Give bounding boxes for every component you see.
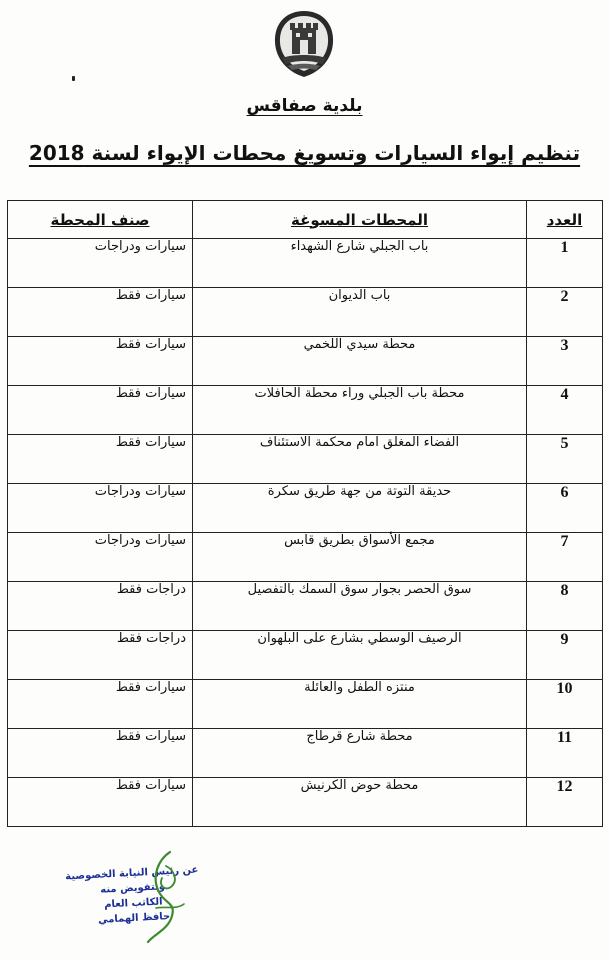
- row-number: 7: [527, 533, 603, 582]
- row-station: منتزه الطفل والعائلة: [193, 680, 527, 729]
- table-row: [8, 288, 603, 337]
- municipality-name: بلدية صفاقس: [246, 96, 363, 116]
- row-type: دراجات فقط: [8, 582, 193, 631]
- row-type: سيارات ودراجات: [8, 533, 193, 582]
- row-type: دراجات فقط: [8, 631, 193, 680]
- row-type: سيارات ودراجات: [8, 484, 193, 533]
- row-type: سيارات ودراجات: [8, 239, 193, 288]
- row-number: 1: [527, 239, 603, 288]
- row-type: سيارات فقط: [8, 288, 193, 337]
- stray-ink-mark: [72, 76, 75, 81]
- row-number: 3: [527, 337, 603, 386]
- row-number: 4: [527, 386, 603, 435]
- row-station: محطة سيدي اللخمي: [193, 337, 527, 386]
- document-title: تنظيم إيواء السيارات وتسويغ محطات الإيواء لسنة 2018: [28, 141, 581, 165]
- row-type: سيارات فقط: [8, 729, 193, 778]
- column-header-number: العدد: [527, 201, 603, 239]
- column-header-type: صنف المحطة: [8, 201, 193, 239]
- table-header-row: [8, 201, 603, 239]
- row-number: 8: [527, 582, 603, 631]
- row-station: سوق الحصر بجوار سوق السمك بالتفصيل: [193, 582, 527, 631]
- row-station: باب الديوان: [193, 288, 527, 337]
- row-station: الفضاء المغلق امام محكمة الاستئناف: [193, 435, 527, 484]
- row-type: سيارات فقط: [8, 386, 193, 435]
- row-number: 5: [527, 435, 603, 484]
- row-station: باب الجبلي شارع الشهداء: [193, 239, 527, 288]
- table-row: [8, 582, 603, 631]
- table-row: [8, 533, 603, 582]
- table-row: [8, 680, 603, 729]
- table-row: [8, 337, 603, 386]
- signature-icon: [128, 846, 198, 946]
- row-number: 6: [527, 484, 603, 533]
- table-row: [8, 729, 603, 778]
- table-row: [8, 631, 603, 680]
- row-number: 9: [527, 631, 603, 680]
- stamp-line: حافظ الهمامي: [97, 911, 171, 926]
- row-number: 12: [527, 778, 603, 827]
- table-row: [8, 386, 603, 435]
- row-station: الرصيف الوسطي بشارع على البلهوان: [193, 631, 527, 680]
- stamp-line: وبتفويض منه: [99, 881, 166, 896]
- table-row: [8, 484, 603, 533]
- table-row: [8, 778, 603, 827]
- row-station: محطة شارع قرطاج: [193, 729, 527, 778]
- row-station: مجمع الأسواق بطريق قابس: [193, 533, 527, 582]
- column-header-station: المحطات المسوغة: [193, 201, 527, 239]
- row-number: 11: [527, 729, 603, 778]
- row-station: محطة حوض الكرنيش: [193, 778, 527, 827]
- row-number: 2: [527, 288, 603, 337]
- row-type: سيارات فقط: [8, 435, 193, 484]
- stamp-line: عن رئيس النيابة الخصوصية: [65, 864, 199, 883]
- row-station: محطة باب الجبلي وراء محطة الحافلات: [193, 386, 527, 435]
- row-number: 10: [527, 680, 603, 729]
- row-type: سيارات فقط: [8, 337, 193, 386]
- row-type: سيارات فقط: [8, 680, 193, 729]
- stamp-line: الكاتب العام: [103, 896, 163, 911]
- row-type: سيارات فقط: [8, 778, 193, 827]
- table-row: [8, 239, 603, 288]
- table-row: [8, 435, 603, 484]
- row-station: حديقة التوتة من جهة طريق سكرة: [193, 484, 527, 533]
- municipality-emblem-icon: [268, 8, 340, 80]
- stations-table: [7, 200, 603, 827]
